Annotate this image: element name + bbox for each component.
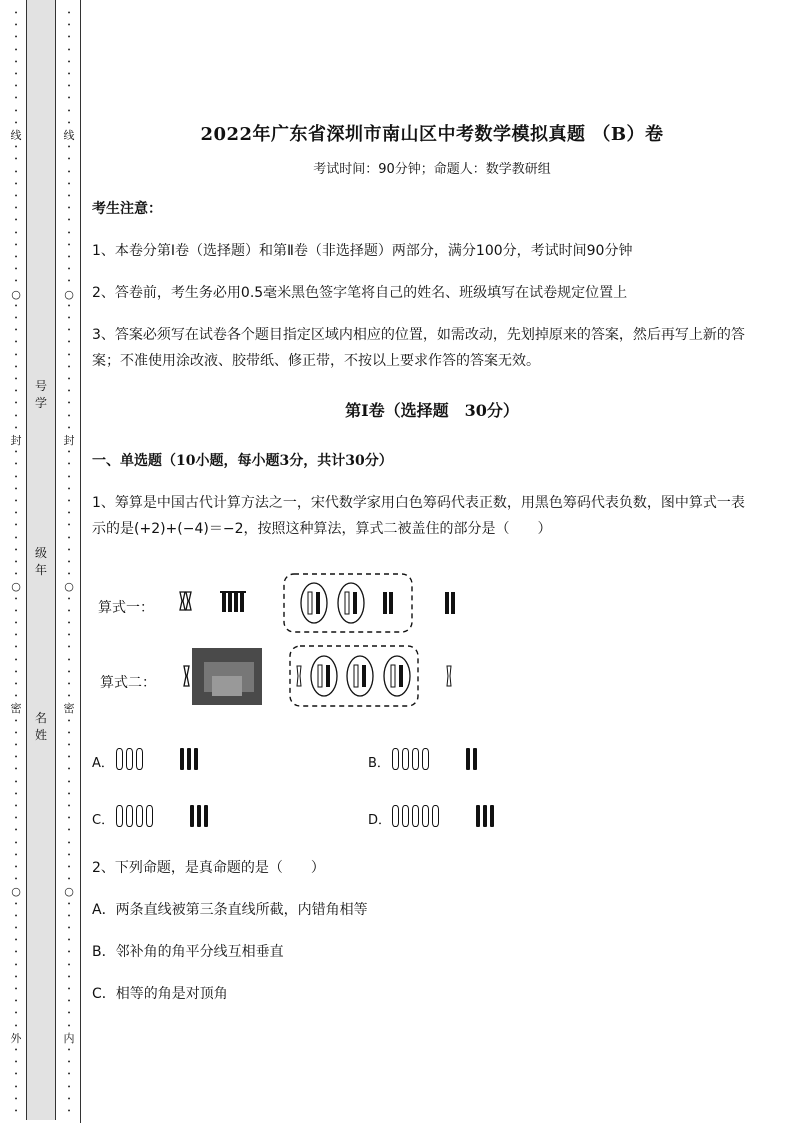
- margin-dot: •: [14, 937, 18, 945]
- margin-dot: •: [67, 424, 71, 432]
- margin-dot: •: [14, 254, 18, 261]
- white-rod: [136, 805, 143, 827]
- black-rod: [473, 748, 477, 770]
- margin-dot: •: [67, 900, 71, 908]
- question-2-option-b[interactable]: B．邻补角的角平分线互相垂直: [92, 944, 284, 960]
- margin-dot: •: [67, 778, 71, 786]
- black-rod: [194, 748, 198, 770]
- margin-dot: •: [14, 205, 18, 213]
- margin-dot: •: [14, 46, 18, 54]
- margin-dot: •: [67, 681, 71, 688]
- margin-dot: •: [67, 742, 71, 749]
- rods-diagram: [92, 566, 492, 716]
- black-rod-group: [476, 805, 494, 827]
- margin-dot: •: [14, 595, 18, 603]
- margin-dot: •: [14, 461, 18, 469]
- margin-dot: •: [67, 1095, 71, 1103]
- margin-dot: •: [14, 241, 18, 249]
- margin-dot: •: [67, 790, 71, 798]
- margin-dot: •: [67, 388, 71, 396]
- margin-dot: •: [14, 900, 18, 908]
- margin-dot: •: [14, 449, 18, 457]
- margin-dot: •: [14, 424, 18, 432]
- margin-dot: •: [14, 156, 18, 164]
- margin-dot: •: [67, 998, 71, 1006]
- margin-dot: •: [67, 1022, 71, 1030]
- margin-circle: ○: [11, 287, 21, 301]
- margin-dot: •: [14, 912, 18, 920]
- margin-dot: •: [14, 717, 18, 725]
- black-rod: [483, 805, 487, 827]
- margin-dot: •: [14, 925, 18, 932]
- margin-dot: •: [67, 607, 71, 615]
- option-d[interactable]: [368, 809, 391, 828]
- margin-dot: •: [14, 693, 18, 701]
- white-rod-group: [392, 748, 429, 770]
- notice-item-3: 3、答案必须写在试卷各个题目指定区域内相应的位置，如需改动，先划掉原来的答案，然后再写上新的答案；不准使用涂改液、胶带纸、修正带，不按以上要求作答的答案无效。: [92, 327, 745, 369]
- margin-dot: •: [67, 851, 71, 859]
- margin-dot: •: [14, 876, 18, 884]
- margin-dot: •: [67, 644, 71, 652]
- margin-dot: •: [14, 1083, 18, 1091]
- margin-dot: •: [14, 193, 18, 200]
- margin-dot: •: [14, 168, 18, 176]
- margin-dot: •: [14, 485, 18, 493]
- black-rod: [476, 805, 480, 827]
- option-b-rods: [392, 748, 477, 770]
- option-d-rods: [392, 805, 494, 827]
- margin-dot: •: [67, 302, 71, 310]
- margin-dot: •: [67, 254, 71, 261]
- margin-dot: •: [67, 949, 71, 957]
- margin-dot: •: [67, 217, 71, 225]
- white-rod: [422, 748, 429, 770]
- margin-dot: •: [67, 717, 71, 725]
- margin-dot: •: [67, 1047, 71, 1054]
- margin-circle: ○: [64, 885, 74, 899]
- margin-dot: •: [67, 827, 71, 835]
- margin-dot: •: [67, 595, 71, 603]
- margin-dot: •: [14, 632, 18, 640]
- margin-dot: •: [67, 1108, 71, 1115]
- white-rod-group: [392, 805, 439, 827]
- margin-dot: •: [67, 71, 71, 78]
- margin-dot: •: [14, 522, 18, 530]
- margin-dot: •: [14, 742, 18, 749]
- margin-mark: 线: [10, 129, 22, 142]
- margin-dot: •: [67, 473, 71, 481]
- margin-dot: •: [67, 937, 71, 945]
- margin-dot: •: [67, 815, 71, 823]
- option-b[interactable]: [368, 752, 390, 771]
- option-d-label: D．: [368, 813, 392, 828]
- margin-dot: •: [67, 58, 71, 66]
- field-class: 级年: [34, 546, 47, 577]
- margin-dot: •: [14, 766, 18, 774]
- margin-mark: 密: [63, 702, 75, 716]
- margin-dot: •: [67, 107, 71, 115]
- margin-dot: •: [67, 632, 71, 640]
- margin-dot: •: [67, 461, 71, 469]
- margin-circle: ○: [64, 287, 74, 301]
- margin-dot: •: [67, 400, 71, 408]
- margin-dot: •: [67, 1059, 71, 1067]
- margin-dot: •: [67, 1071, 71, 1079]
- margin-dot: •: [67, 973, 71, 981]
- margin-dot: •: [14, 815, 18, 823]
- question-2-option-a[interactable]: A．两条直线被第三条直线所截，内错角相等: [92, 902, 368, 918]
- margin-dot: •: [67, 119, 71, 127]
- white-rod: [126, 805, 133, 827]
- margin-dot: •: [14, 681, 18, 688]
- margin-dot: •: [14, 790, 18, 798]
- margin-dot: •: [14, 1047, 18, 1054]
- margin-dot: •: [14, 864, 18, 871]
- margin-dot: •: [14, 327, 18, 335]
- white-rod: [422, 805, 429, 827]
- margin-dot: •: [14, 58, 18, 66]
- black-rod: [204, 805, 208, 827]
- black-rod-group: [180, 748, 198, 770]
- margin-dot: •: [14, 83, 18, 91]
- margin-dot: •: [67, 412, 71, 420]
- margin-dot: •: [14, 729, 18, 737]
- white-rod: [402, 805, 409, 827]
- black-rod: [490, 805, 494, 827]
- margin-dot: •: [14, 1022, 18, 1030]
- white-rod: [146, 805, 153, 827]
- question-2-option-c[interactable]: C．相等的角是对顶角: [92, 986, 228, 1002]
- margin-dot: •: [14, 498, 18, 505]
- option-c[interactable]: [92, 809, 114, 828]
- margin-dot: •: [14, 119, 18, 127]
- margin-dot: •: [67, 229, 71, 237]
- margin-dot: •: [14, 961, 18, 969]
- notice-item-1: 1、本卷分第Ⅰ卷（选择题）和第Ⅱ卷（非选择题）两部分，满分100分，考试时间90分钟: [92, 243, 633, 259]
- margin-dot: •: [67, 546, 71, 554]
- white-rod: [116, 805, 123, 827]
- margin-mark: 外: [10, 1031, 22, 1045]
- margin-dot: •: [67, 668, 71, 676]
- margin-mark: 封: [63, 434, 75, 447]
- margin-dot: •: [14, 851, 18, 859]
- margin-dot: •: [67, 1010, 71, 1018]
- margin-dot: •: [67, 925, 71, 932]
- margin-dot: •: [14, 1010, 18, 1018]
- margin-dot: •: [14, 534, 18, 542]
- white-rod: [116, 748, 123, 770]
- margin-dot: •: [14, 620, 18, 627]
- white-rod: [392, 805, 399, 827]
- row1-white-rods: [180, 592, 191, 610]
- black-rod: [197, 805, 201, 827]
- white-rod-group: [116, 748, 143, 770]
- black-rod: [190, 805, 194, 827]
- option-c-label: C．: [92, 813, 115, 828]
- margin-dot: •: [67, 205, 71, 213]
- margin-dot: •: [14, 510, 18, 518]
- margin-dot: •: [67, 559, 71, 566]
- margin-dot: •: [14, 144, 18, 152]
- margin-circle: ○: [11, 580, 21, 594]
- margin-dot: •: [14, 839, 18, 847]
- margin-circle: ○: [11, 885, 21, 899]
- margin-dot: •: [14, 754, 18, 762]
- option-c-rods: [116, 805, 208, 827]
- margin-dot: •: [67, 168, 71, 176]
- margin-mark: 封: [10, 434, 22, 447]
- margin-dot: •: [14, 827, 18, 835]
- margin-dot: •: [67, 193, 71, 200]
- white-rod: [392, 748, 399, 770]
- margin-dot: •: [14, 986, 18, 993]
- margin-dot: •: [67, 315, 71, 322]
- margin-dot: •: [14, 278, 18, 286]
- margin-dot: •: [14, 546, 18, 554]
- margin-dot: •: [14, 351, 18, 359]
- white-rod-group: [116, 805, 153, 827]
- margin-dot: •: [67, 839, 71, 847]
- margin-dot: •: [14, 1059, 18, 1067]
- margin-mark: 密: [10, 702, 22, 716]
- margin-dot: •: [67, 144, 71, 152]
- margin-dot: •: [67, 876, 71, 884]
- option-b-label: B．: [368, 756, 390, 771]
- margin-dot: •: [67, 10, 71, 17]
- margin-dot: •: [67, 510, 71, 518]
- white-rod: [126, 748, 133, 770]
- white-rod: [432, 805, 439, 827]
- option-a-label: A．: [92, 756, 114, 771]
- notice-item-2: 2、答卷前，考生务必用0.5毫米黑色签字笔将自己的姓名、班级填写在试卷规定位置上: [92, 285, 628, 301]
- margin-dot: •: [67, 83, 71, 91]
- margin-dot: •: [14, 34, 18, 42]
- margin-dot: •: [67, 266, 71, 274]
- black-rod-group: [190, 805, 208, 827]
- margin-dot: •: [14, 973, 18, 981]
- margin-dot: •: [67, 912, 71, 920]
- black-rod: [466, 748, 470, 770]
- counting-rods-figure: [92, 566, 492, 716]
- option-a[interactable]: [92, 752, 114, 771]
- white-rod: [402, 748, 409, 770]
- margin-dot: •: [67, 754, 71, 762]
- margin-dot: •: [14, 607, 18, 615]
- margin-dot: •: [67, 363, 71, 371]
- margin-dot: •: [14, 400, 18, 408]
- field-name: 名姓: [34, 711, 47, 742]
- exam-subtitle: 考试时间：90分钟；命题人：数学教研组: [313, 162, 551, 177]
- margin-dot: •: [67, 485, 71, 493]
- black-rod: [180, 748, 184, 770]
- margin-dot: •: [14, 266, 18, 274]
- margin-dot: •: [67, 656, 71, 664]
- margin-dot: •: [14, 949, 18, 957]
- margin-dot: •: [67, 34, 71, 42]
- margin-dot: •: [14, 778, 18, 786]
- margin-mark: 内: [63, 1031, 75, 1045]
- black-rod: [187, 748, 191, 770]
- margin-dot: •: [14, 473, 18, 481]
- margin-dot: •: [14, 229, 18, 237]
- white-rod: [412, 748, 419, 770]
- margin-dot: •: [67, 278, 71, 286]
- notice-heading: 考生注意：: [92, 201, 162, 217]
- margin-dot: •: [14, 1095, 18, 1103]
- margin-dot: •: [14, 363, 18, 371]
- margin-dot: •: [14, 1071, 18, 1079]
- margin-dot: •: [67, 693, 71, 701]
- section-title: 第Ⅰ卷（选择题 30分）: [345, 401, 519, 420]
- margin-dot: •: [67, 522, 71, 530]
- margin-dot: •: [67, 95, 71, 103]
- black-rod-group: [466, 748, 477, 770]
- margin-dot: •: [14, 315, 18, 322]
- margin-dot: •: [14, 656, 18, 664]
- margin-dot: •: [67, 327, 71, 335]
- margin-dot: •: [14, 95, 18, 103]
- margin-dot: •: [14, 644, 18, 652]
- margin-dot: •: [67, 449, 71, 457]
- margin-dot: •: [14, 412, 18, 420]
- margin-dot: •: [14, 71, 18, 78]
- figure-label-1: 算式一：: [98, 600, 154, 616]
- margin-dot: •: [67, 156, 71, 164]
- margin-dot: •: [67, 46, 71, 54]
- margin-dot: •: [14, 22, 18, 30]
- margin-circle: ○: [64, 580, 74, 594]
- margin-dot: •: [67, 803, 71, 810]
- margin-dot: •: [67, 864, 71, 871]
- margin-dot: •: [67, 376, 71, 383]
- margin-dot: •: [14, 559, 18, 566]
- margin-dot: •: [14, 376, 18, 383]
- margin-dot: •: [67, 22, 71, 30]
- question-2-text: 2、下列命题，是真命题的是（ ）: [92, 860, 325, 876]
- inner-dotted-line: [63, 0, 75, 1123]
- margin-dot: •: [14, 1108, 18, 1115]
- question-1-text: 1、筹算是中国古代计算方法之一，宋代数学家用白色筹码代表正数，用黑色筹码代表负数，图中算式一表示的是(+2)+(−4)＝−2，按照这种算法，算式二被盖住的部分是（ ）: [92, 495, 745, 537]
- margin-dot: •: [67, 241, 71, 249]
- margin-dot: •: [67, 961, 71, 969]
- figure-label-2: 算式二：: [100, 675, 156, 691]
- white-rod: [136, 748, 143, 770]
- field-student-id: 号学: [34, 379, 47, 410]
- margin-dot: •: [14, 803, 18, 810]
- margin-dot: •: [67, 534, 71, 542]
- exam-title: 2022年广东省深圳市南山区中考数学模拟真题 （B）卷: [200, 124, 664, 145]
- margin-dot: •: [14, 998, 18, 1006]
- option-a-rods: [116, 748, 198, 770]
- margin-dot: •: [14, 388, 18, 396]
- margin-border-line: [80, 0, 81, 1123]
- margin-dot: •: [14, 339, 18, 347]
- binding-margin: [0, 0, 86, 1123]
- margin-dot: •: [14, 10, 18, 17]
- part-title: 一、单选题（10小题，每小题3分，共计30分）: [92, 453, 393, 469]
- margin-dot: •: [67, 180, 71, 188]
- margin-dot: •: [67, 1083, 71, 1091]
- margin-dot: •: [14, 571, 18, 579]
- margin-dot: •: [14, 107, 18, 115]
- margin-dot: •: [14, 302, 18, 310]
- margin-dot: •: [67, 339, 71, 347]
- margin-dot: •: [67, 351, 71, 359]
- row1-black-rods: [220, 591, 246, 612]
- margin-dot: •: [67, 729, 71, 737]
- margin-dot: •: [67, 571, 71, 579]
- white-rod: [412, 805, 419, 827]
- outer-dotted-line: [10, 0, 22, 1123]
- margin-dot: •: [14, 180, 18, 188]
- margin-mark: 线: [63, 129, 75, 142]
- margin-dot: •: [14, 668, 18, 676]
- margin-dot: •: [67, 766, 71, 774]
- margin-dot: •: [67, 498, 71, 505]
- margin-dot: •: [67, 620, 71, 627]
- margin-dot: •: [67, 986, 71, 993]
- margin-dot: •: [14, 217, 18, 225]
